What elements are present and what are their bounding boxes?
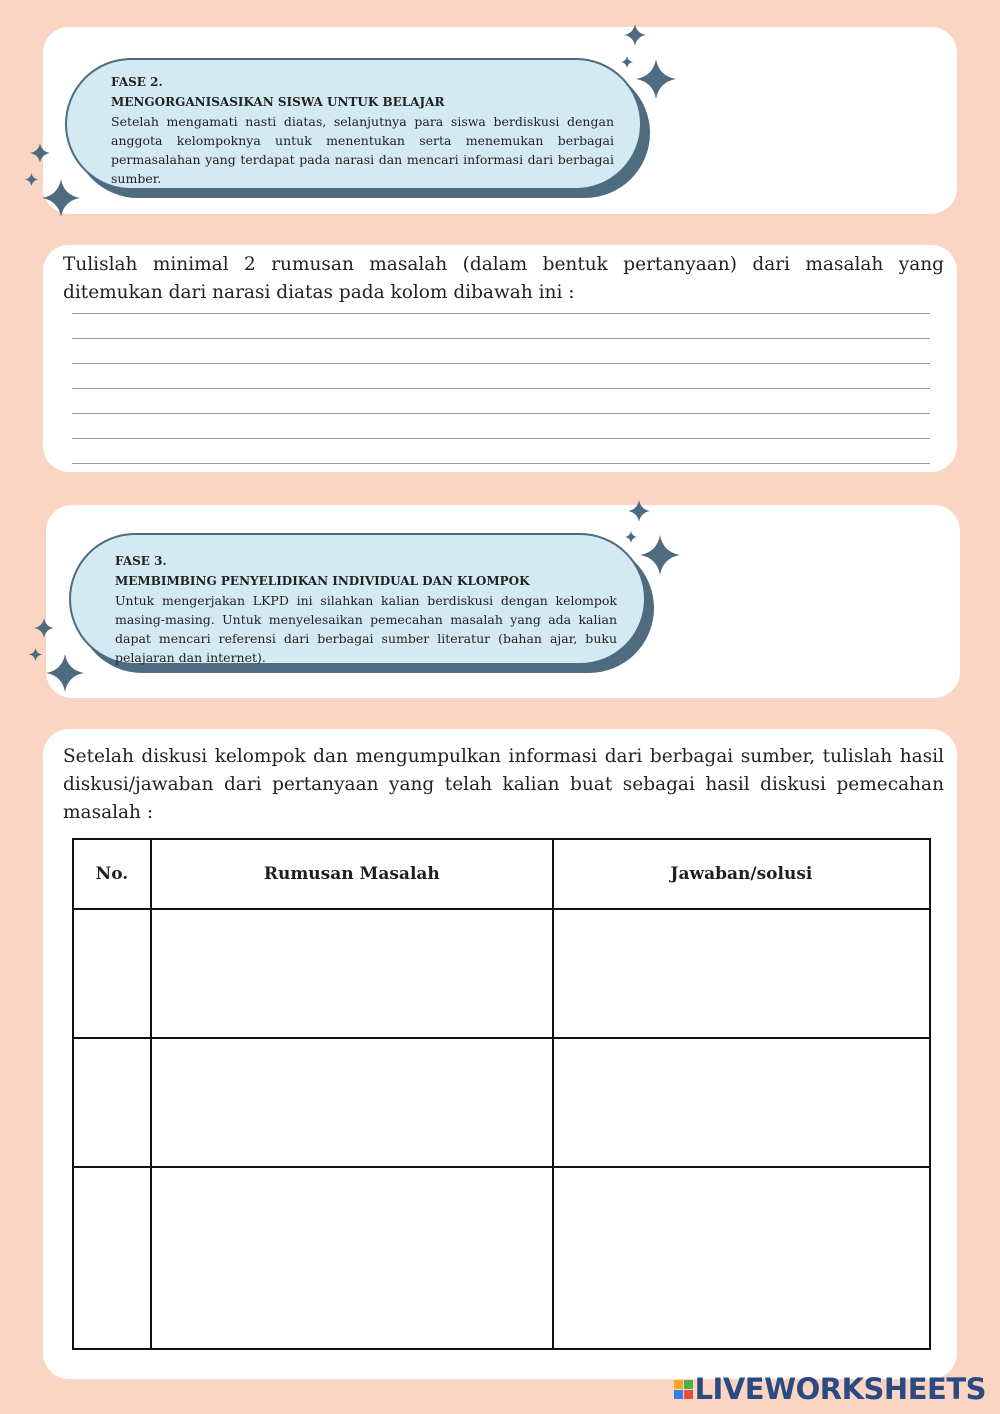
sparkle-icon [29,648,42,661]
sparkle-icon [636,58,676,100]
sparkle-icon [621,56,633,68]
phase2-title: FASE 2. [111,75,163,89]
writing-line[interactable] [72,313,930,314]
sparkle-icon [25,173,38,186]
table-row [73,1167,930,1349]
table-row [73,909,930,1038]
sparkle-icon [640,534,680,576]
answer-table [72,838,931,1350]
header-answer-solution: Jawaban/solusi [553,839,930,909]
cell-no[interactable] [73,1167,151,1349]
phase2-text [111,72,614,188]
writing-line[interactable] [72,363,930,364]
sparkle-icon [624,24,646,46]
cell-answer-solution[interactable] [553,1167,930,1349]
task1-instruction: Tulislah minimal 2 rumusan masalah (dalam bentuk pertanyaan) dari masalah yang ditemukan dari narasi diatas pada kolom dibawah ini : [63,254,944,303]
phase2-body: Setelah mengamati nasti diatas, selanjutnya para siswa berdiskusi dengan anggota kelompoknya untuk menentukan serta menemukan berbagai permasalahan yang terdapat pada narasi dan mencari informasi dari berbagai sumber. [111,114,614,186]
cell-no[interactable] [73,909,151,1038]
header-no: No. [73,839,151,909]
liveworksheets-logo-icon [674,1380,693,1399]
phase3-body: Untuk mengerjakan LKPD ini silahkan kalian berdiskusi dengan kelompok masing-masing. Untuk menyelesaikan pemecahan masalah yang ada kalian dapat mencari referensi dari berbagai sumber literatur (bahan ajar, buku pelajaran dan internet). [115,593,617,665]
phase3-subtitle: MEMBIMBING PENYELIDIKAN INDIVIDUAL DAN KLOMPOK [115,574,530,588]
cell-no[interactable] [73,1038,151,1167]
cell-problem-formulation[interactable] [151,1167,553,1349]
cell-answer-solution[interactable] [553,1038,930,1167]
writing-line[interactable] [72,413,930,414]
liveworksheets-logo [674,1372,986,1406]
header-problem-formulation: Rumusan Masalah [151,839,553,909]
brand-name: LIVEWORKSHEETS [694,1372,986,1406]
writing-line[interactable] [72,388,930,389]
table-row [73,1038,930,1167]
sparkle-icon [628,500,650,522]
phase3-title: FASE 3. [115,554,167,568]
phase2-subtitle: MENGORGANISASIKAN SISWA UNTUK BELAJAR [111,95,445,109]
task2-instruction: Setelah diskusi kelompok dan mengumpulkan informasi dari berbagai sumber, tulislah hasil diskusi/jawaban dari pertanyaan yang telah kalian buat sebagai hasil diskusi pemecahan masalah : [63,746,944,823]
sparkle-icon [42,178,80,218]
table-header-row [73,839,930,909]
writing-line[interactable] [72,338,930,339]
sparkle-icon [625,531,637,543]
writing-line[interactable] [72,438,930,439]
sparkle-icon [46,653,84,693]
writing-line[interactable] [72,463,930,464]
sparkle-icon [34,618,54,638]
cell-problem-formulation[interactable] [151,1038,553,1167]
cell-answer-solution[interactable] [553,909,930,1038]
sparkle-icon [30,143,50,163]
phase3-text [115,551,617,667]
cell-problem-formulation[interactable] [151,909,553,1038]
